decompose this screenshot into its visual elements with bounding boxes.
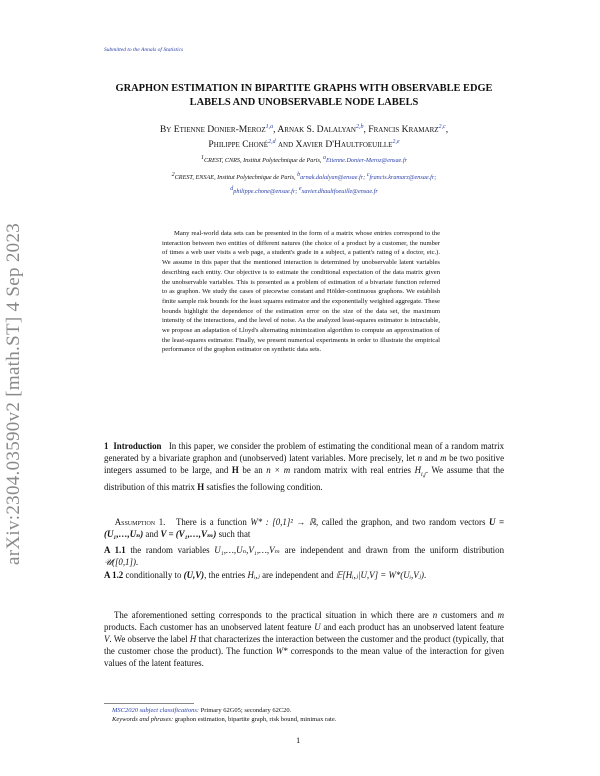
affil-2-email-c-marker: c <box>366 172 370 178</box>
author-5: Xavier D'Haultfoeuille <box>295 139 393 151</box>
condition-2-text-3: are independent and <box>262 570 334 580</box>
affil-2-email-b-marker: b <box>297 172 301 178</box>
conditional-expectation: 𝔼[Hᵢ,ⱼ|U,V] = W*(Uᵢ,Vⱼ) <box>335 570 424 580</box>
page-number: 1 <box>296 735 301 745</box>
assumption-text-1: There is a function <box>175 517 247 527</box>
email-link-donier-meroz[interactable]: Etienne.Donier-Meroz@ensae.fr <box>326 157 407 165</box>
email-link-kramarz[interactable]: francis.kramarz@ensae.fr; <box>369 174 437 182</box>
uniform-distribution: 𝒰([0,1]) <box>104 556 136 567</box>
arxiv-identifier-stamp: arXiv:2304.03590v2 [math.ST] 4 Sep 2023 <box>3 222 24 565</box>
affil-2-email-d-marker: d <box>230 185 234 192</box>
email-link-chone[interactable]: philippe.chone@ensae.fr; <box>233 187 298 195</box>
var-n: n <box>417 452 423 463</box>
setting-text-4: and each product has an unobserved latent feature <box>323 621 504 632</box>
affil-2-text: CREST, ENSAE, Institut Polytechnique de Paris, <box>174 174 296 182</box>
affiliation-1 <box>104 153 504 167</box>
section-heading: Introduction <box>113 441 162 451</box>
condition-2-text-1: conditionally to <box>125 570 182 580</box>
intro-text-5: random matrix with real entries <box>293 464 412 475</box>
condition-2-label: A 1.2 <box>104 570 124 580</box>
setting-var-m: m <box>497 610 505 620</box>
graphon-def: W* : [0,1]² → ℝ <box>250 517 316 527</box>
author-1: Etienne Donier-Meroz <box>173 124 266 136</box>
intro-text-3: be two positive integers assumed to be large, and <box>104 452 505 475</box>
affil-2-email-e-marker: e <box>298 185 302 192</box>
intro-text-1: In this paper, we consider the problem of estimating the conditional mean of a random matrix generated by a bivariate graphon and (unobserved) latent variables. More precisely, let <box>104 441 505 463</box>
author-2: Arnak S. Dalalyan <box>277 124 356 136</box>
setting-text-5: . We observe the label <box>109 633 188 644</box>
setting-text-1: The aforementioned setting corresponds to the practical situation in which there are <box>114 610 429 620</box>
entry-h-subscript: i,j <box>421 471 426 478</box>
footnote-divider <box>104 703 194 704</box>
author-3-affil[interactable]: 2,c <box>438 124 446 130</box>
assumption-1 <box>104 517 504 541</box>
affil-1-text: CREST, CNRS, Institut Polytechnique de Paris, <box>204 157 322 165</box>
author-4-affil[interactable]: 2,d <box>268 139 276 146</box>
and-word: and <box>277 139 294 151</box>
assumption-text-4: such that <box>218 528 251 539</box>
condition-2-entries: Hᵢ,ⱼ <box>247 570 260 580</box>
var-m: m <box>440 452 447 463</box>
intro-text-2: and <box>424 452 438 463</box>
assumption-text-2: , called the graphon, and two random vectors <box>316 517 486 527</box>
email-link-dalalyan[interactable]: arnak.dalalyan@ensae.fr; <box>300 174 366 182</box>
condition-2-uv: (U,V) <box>183 570 205 580</box>
assumption-label: Assumption 1. <box>114 517 166 527</box>
condition-2-text-2: , the entries <box>204 570 246 580</box>
condition-1-text-2: are independent and drawn from the uniform distribution <box>284 545 505 555</box>
footnotes <box>104 706 512 724</box>
setting-var-n: n <box>432 610 438 620</box>
author-4: Philippe Choné <box>208 139 269 151</box>
email-link-dhaultfoeuille[interactable]: xavier.dhaultfoeuille@ensae.fr <box>301 187 378 195</box>
setting-paragraph <box>104 610 504 670</box>
entry-h: H <box>414 464 421 475</box>
setting-text-6: that characterizes the interaction between the customer and the product (typically, that the customer chose the product). The function <box>104 633 504 656</box>
author-2-affil[interactable]: 2,b <box>355 124 364 130</box>
condition-1-label: A 1.1 <box>104 545 126 555</box>
matrix-h: H <box>231 464 239 475</box>
msc-text: Primary 62G05; secondary 62C20. <box>200 707 292 714</box>
section-number: 1 <box>104 441 109 451</box>
condition-1-text-3: . <box>135 556 139 567</box>
author-1-affil[interactable]: 1,a <box>265 124 274 130</box>
introduction-paragraph <box>104 441 504 493</box>
vector-v: V = (V₁,…,Vₘ) <box>160 528 217 539</box>
intro-text-6: . We assume that the distribution of this matrix <box>104 464 505 492</box>
intro-text-4: be an <box>242 464 263 475</box>
condition-1-vars: U₁,…,Uₙ,V₁,…,Vₘ <box>214 545 281 555</box>
affiliation-2 <box>104 170 504 197</box>
matrix-dims: n × m <box>266 464 291 475</box>
assumption-text-3: and <box>145 528 159 539</box>
condition-1-text-1: the random variables <box>130 545 210 555</box>
author-3: Francis Kramarz <box>368 124 439 136</box>
setting-var-w: W* <box>275 645 288 656</box>
condition-a1-1 <box>104 545 504 569</box>
setting-var-h: H <box>189 633 197 644</box>
setting-var-u: U <box>314 621 321 632</box>
affil-1-email-marker: a <box>323 155 327 161</box>
abstract: Many real-world data sets can be presented in the form of a matrix whose entries correspond to the interaction between two entities of different natures (the choice of a product by a customer, the number of times a web user visits a web page, a student's grade in a subject, a patient's rating of a doctor, etc.). We assume in this paper that the mentioned interaction is determined by unobservable latent variables describing each entity. Our objective is to estimate the conditional expectation of the data matrix given the unobservable variables. This is presented as a problem of estimation of a bivariate function referred to as graphon. We study the cases of piecewise constant and Hölder-continuous graphons. We establish finite sample risk bounds for the least squares estimator and the exponentially weighted aggregate. These bounds highlight the dependence of the estimation error on the size of the data set, the maximum intensity of the interactions, and the level of noise. As the analyzed least-squares estimator is intractable, we propose an adaptation of Lloyd's alternating minimization algorithm to compute an approximation of the least-squares estimator. Finally, we present numerical experiments in order to illustrate the empirical performance of the graphon estimator on synthetic data sets. <box>162 230 440 354</box>
msc-footnote <box>112 706 512 715</box>
keywords-label: Keywords and phrases: <box>112 716 174 723</box>
affil-1-marker: 1 <box>201 155 205 161</box>
by-word: By <box>159 124 172 136</box>
setting-var-v: V <box>104 633 110 644</box>
author-5-affil[interactable]: 2,e <box>392 139 400 146</box>
msc-classification-link[interactable]: MSC2020 subject classifications: <box>112 707 200 714</box>
journal-header-note: Submitted to the Annals of Statistics <box>104 47 184 53</box>
condition-2-text-4: . <box>424 570 427 580</box>
setting-text-3: products. Each customer has an unobserved latent feature <box>104 621 312 632</box>
setting-text-7: corresponds to the mean value of the interaction for given values of the latent features. <box>104 645 505 668</box>
paper-title: GRAPHON ESTIMATION IN BIPARTITE GRAPHS WITH OBSERVABLE EDGE LABELS AND UNOBSERVABLE NODE LABELS <box>115 83 493 108</box>
keywords-text: graphon estimation, bipartite graph, risk bound, minimax rate. <box>174 716 337 723</box>
matrix-h-2: H <box>197 481 205 492</box>
setting-text-2: customers and <box>441 610 494 620</box>
condition-a1-2 <box>104 570 504 582</box>
intro-text-7: satisfies the following condition. <box>206 481 323 492</box>
vector-u: U = (U₁,…,Uₙ) <box>104 517 505 539</box>
affil-2-marker: 2 <box>171 172 175 178</box>
keywords-footnote <box>112 715 512 724</box>
author-list: By Etienne Donier-Meroz$^{1,a}$, Arnak S. Dalalyan$^{2,b}$, Francis Kramarz$^{2,c}$, Philippe Choné$^{2,d}$ and Xavier D'Haultfoeuille$^{2,e}$ <box>159 124 449 151</box>
